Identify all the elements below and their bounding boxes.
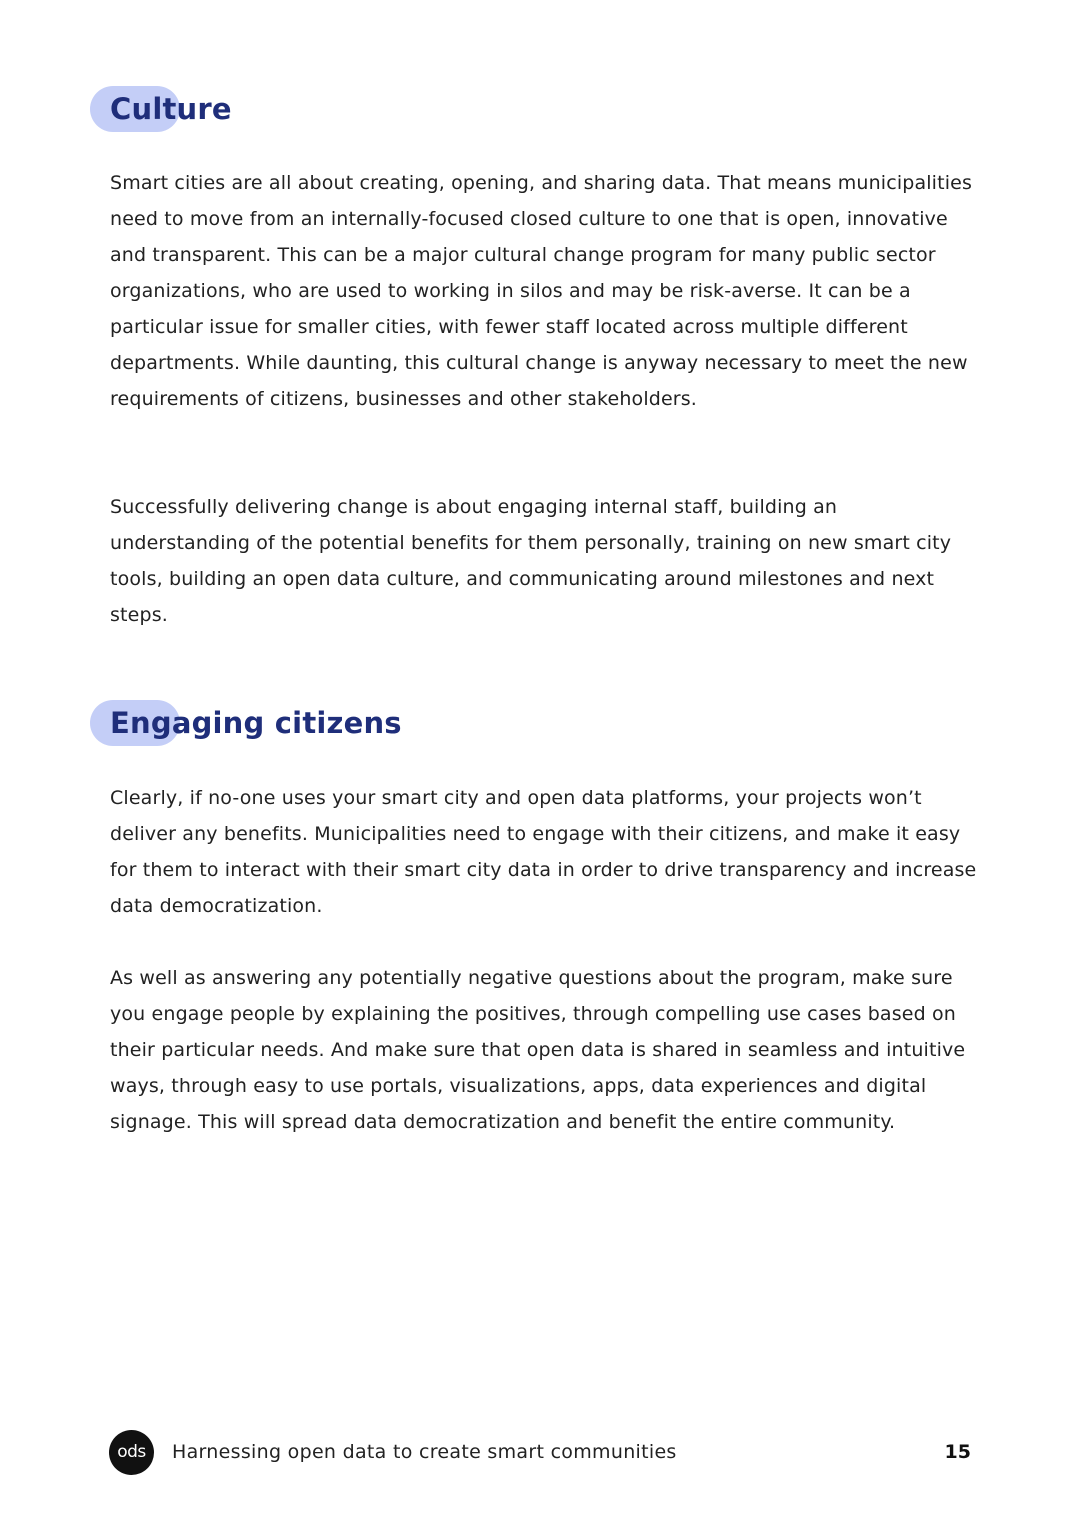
section-title: Engaging citizens (110, 706, 402, 740)
engaging-citizens-paragraph-2: As well as answering any potentially negative questions about the program, make sure you engage people by explaining the positives, through compelling use cases based on their particular needs. And make sure that open data is shared in seamless and intuitive ways, through easy to use portals, visualizations, apps, data experiences and digital signage. This will spread data democratization and benefit the entire community. (110, 967, 966, 1133)
engaging-citizens-paragraph-1: Clearly, if no-one uses your smart city and open data platforms, your projects won’t deliver any benefits. Municipalities need to engage with their citizens, and make it easy for them to interact with their smart city data in order to drive transparency and increase data democratization. (110, 787, 977, 917)
page-number: 15 (944, 1441, 971, 1463)
section-heading-culture (90, 86, 232, 132)
section-heading-engaging-citizens (90, 700, 402, 746)
page-footer (109, 1429, 971, 1475)
footer-document-title: Harnessing open data to create smart communities (172, 1441, 677, 1463)
culture-paragraph-1: Smart cities are all about creating, opening, and sharing data. That means municipalities need to move from an internally-focused closed culture to one that is open, innovative and transparent. This can be a major cultural change program for many public sector organizations, who are used to working in silos and may be risk-averse. It can be a particular issue for smaller cities, with fewer staff located across multiple different departments. While daunting, this cultural change is anyway necessary to meet the new requirements of citizens, businesses and other stakeholders. (110, 172, 973, 410)
ods-logo: ods (109, 1430, 154, 1475)
culture-paragraph-2: Successfully delivering change is about engaging internal staff, building an understanding of the potential benefits for them personally, training on new smart city tools, building an open data culture, and communicating around milestones and next steps. (110, 496, 952, 626)
section-title: Culture (110, 92, 232, 126)
